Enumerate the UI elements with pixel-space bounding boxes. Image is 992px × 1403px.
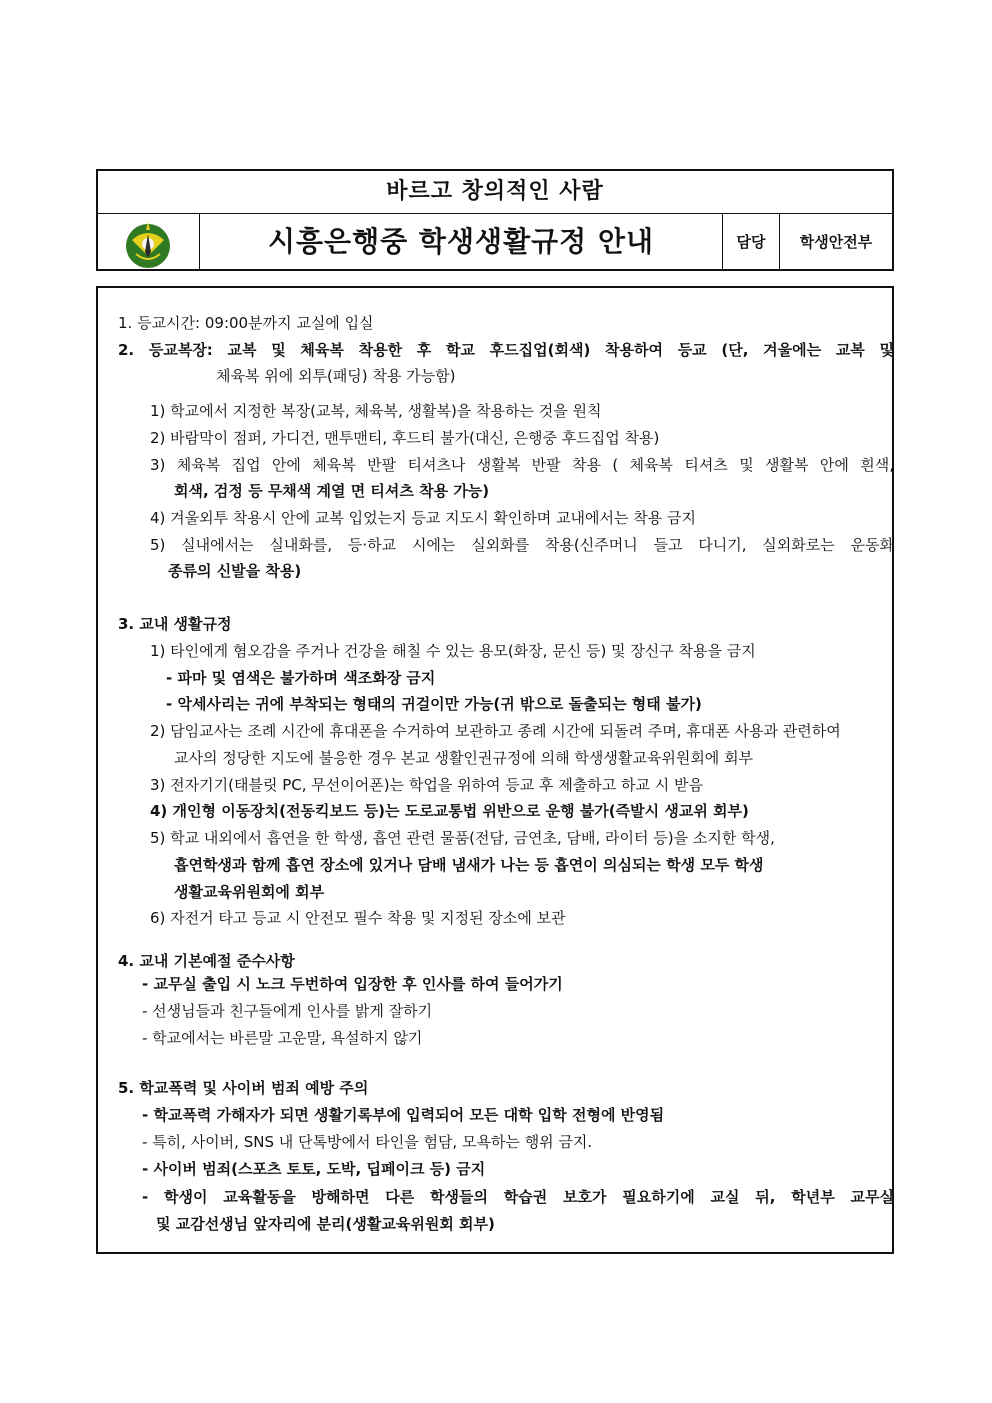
rule-3-1: 1) 타인에게 혐오감을 주거나 건강을 해칠 수 있는 용모(화장, 문신 등) 및 장신구 착용을 금지 — [150, 642, 756, 660]
school-motto: 바르고 창의적인 사람 — [98, 171, 892, 214]
header-table — [96, 169, 894, 271]
rule-5-4: - 학생이 교육활동을 방해하면 다른 학생들의 학습권 보호가 필요하기에 교실 뒤, 학년부 교무실 — [142, 1188, 894, 1206]
rule-5-3: - 사이버 범죄(스포츠 토토, 도박, 딥페이크 등) 금지 — [142, 1160, 486, 1178]
rule-2-5: 5) 실내에서는 실내화를, 등·하교 시에는 실외화를 착용(신주머니 들고 다니기, 실외화로는 운동화 — [150, 536, 894, 554]
rule-4-1: - 교무실 출입 시 노크 두번하여 입장한 후 인사를 하여 들어가기 — [142, 975, 563, 993]
rule-3-5-cont1: 흡연학생과 함께 흡연 장소에 있거나 담배 냄새가 나는 등 흡연이 의심되는 학생 모두 학생 — [174, 856, 764, 874]
section-2-cont: 체육복 위에 외투(패딩) 착용 가능함) — [216, 367, 456, 385]
section-4: 4. 교내 기본예절 준수사항 — [118, 952, 295, 970]
rule-3-3: 3) 전자기기(태블릿 PC, 무선이어폰)는 학업을 위하여 등교 후 제출하고 하교 시 받음 — [150, 776, 704, 794]
section-5: 5. 학교폭력 및 사이버 범죄 예방 주의 — [118, 1079, 369, 1097]
rule-4-2: - 선생님들과 친구들에게 인사를 밝게 잘하기 — [142, 1002, 433, 1020]
page-title: 시흥은행중 학생생활규정 안내 — [200, 214, 723, 271]
rule-3-5: 5) 학교 내외에서 흡연을 한 학생, 흡연 관련 물품(전담, 금연초, 담배, 라이터 등)을 소지한 학생, — [150, 829, 775, 847]
header-row — [98, 214, 892, 271]
rule-3-6: 6) 자전거 타고 등교 시 안전모 필수 착용 및 지정된 장소에 보관 — [150, 909, 566, 927]
rule-3-2-cont: 교사의 정당한 지도에 불응한 경우 본교 생활인권규정에 의해 학생생활교육위원회에 회부 — [174, 749, 754, 767]
charge-label: 담당 — [723, 214, 780, 271]
rules-box — [96, 286, 894, 1254]
school-emblem-icon — [122, 218, 174, 270]
rule-3-4: 4) 개인형 이동장치(전동킥보드 등)는 도로교통법 위반으로 운행 불가(즉발시 생교위 회부) — [150, 802, 749, 820]
section-3: 3. 교내 생활규정 — [118, 615, 232, 633]
rule-3-5-cont2: 생활교육위원회에 회부 — [174, 883, 325, 901]
rule-3-2: 2) 담임교사는 조례 시간에 휴대폰을 수거하여 보관하고 종례 시간에 되돌려 주며, 휴대폰 사용과 관련하여 — [150, 722, 841, 740]
rule-2-3: 3) 체육복 집업 안에 체육복 반팔 티셔츠나 생활복 반팔 착용 ( 체육복 티셔츠 및 생활복 안에 흰색, — [150, 456, 894, 474]
rule-5-1: - 학교폭력 가해자가 되면 생활기록부에 입력되어 모든 대학 입학 전형에 반영됨 — [142, 1106, 665, 1124]
section-2: 2. 등교복장: 교복 및 체육복 착용한 후 학교 후드집업(회색) 착용하여 등교 (단, 겨울에는 교복 및 — [118, 341, 894, 359]
rule-5-4-cont: 및 교감선생님 앞자리에 분리(생활교육위원회 회부) — [156, 1215, 495, 1233]
rule-2-1: 1) 학교에서 지정한 복장(교복, 체육복, 생활복)을 착용하는 것을 원칙 — [150, 402, 602, 420]
logo-cell — [98, 214, 200, 271]
rule-3-1-b: - 악세사리는 귀에 부착되는 형태의 귀걸이만 가능(귀 밖으로 돌출되는 형태 불가) — [166, 695, 702, 713]
rule-2-3-cont: 회색, 검정 등 무채색 계열 면 티셔츠 착용 가능) — [174, 482, 490, 500]
department-name: 학생안전부 — [799, 233, 873, 251]
rule-2-4: 4) 겨울외투 착용시 안에 교복 입었는지 등교 지도시 확인하며 교내에서는 착용 금지 — [150, 509, 697, 527]
rule-5-2: - 특히, 사이버, SNS 내 단톡방에서 타인을 험담, 모욕하는 행위 금지. — [142, 1133, 593, 1151]
rule-2-2: 2) 바람막이 점퍼, 가디건, 맨투맨티, 후드티 불가(대신, 은행중 후드집업 착용) — [150, 429, 660, 447]
rule-2-5-cont: 종류의 신발을 착용) — [168, 562, 302, 580]
rule-3-1-a: - 파마 및 염색은 불가하며 색조화장 금지 — [166, 669, 436, 687]
section-1: 1. 등교시간: 09:00분까지 교실에 입실 — [118, 314, 374, 332]
rule-4-3: - 학교에서는 바른말 고운말, 욕설하지 않기 — [142, 1029, 423, 1047]
